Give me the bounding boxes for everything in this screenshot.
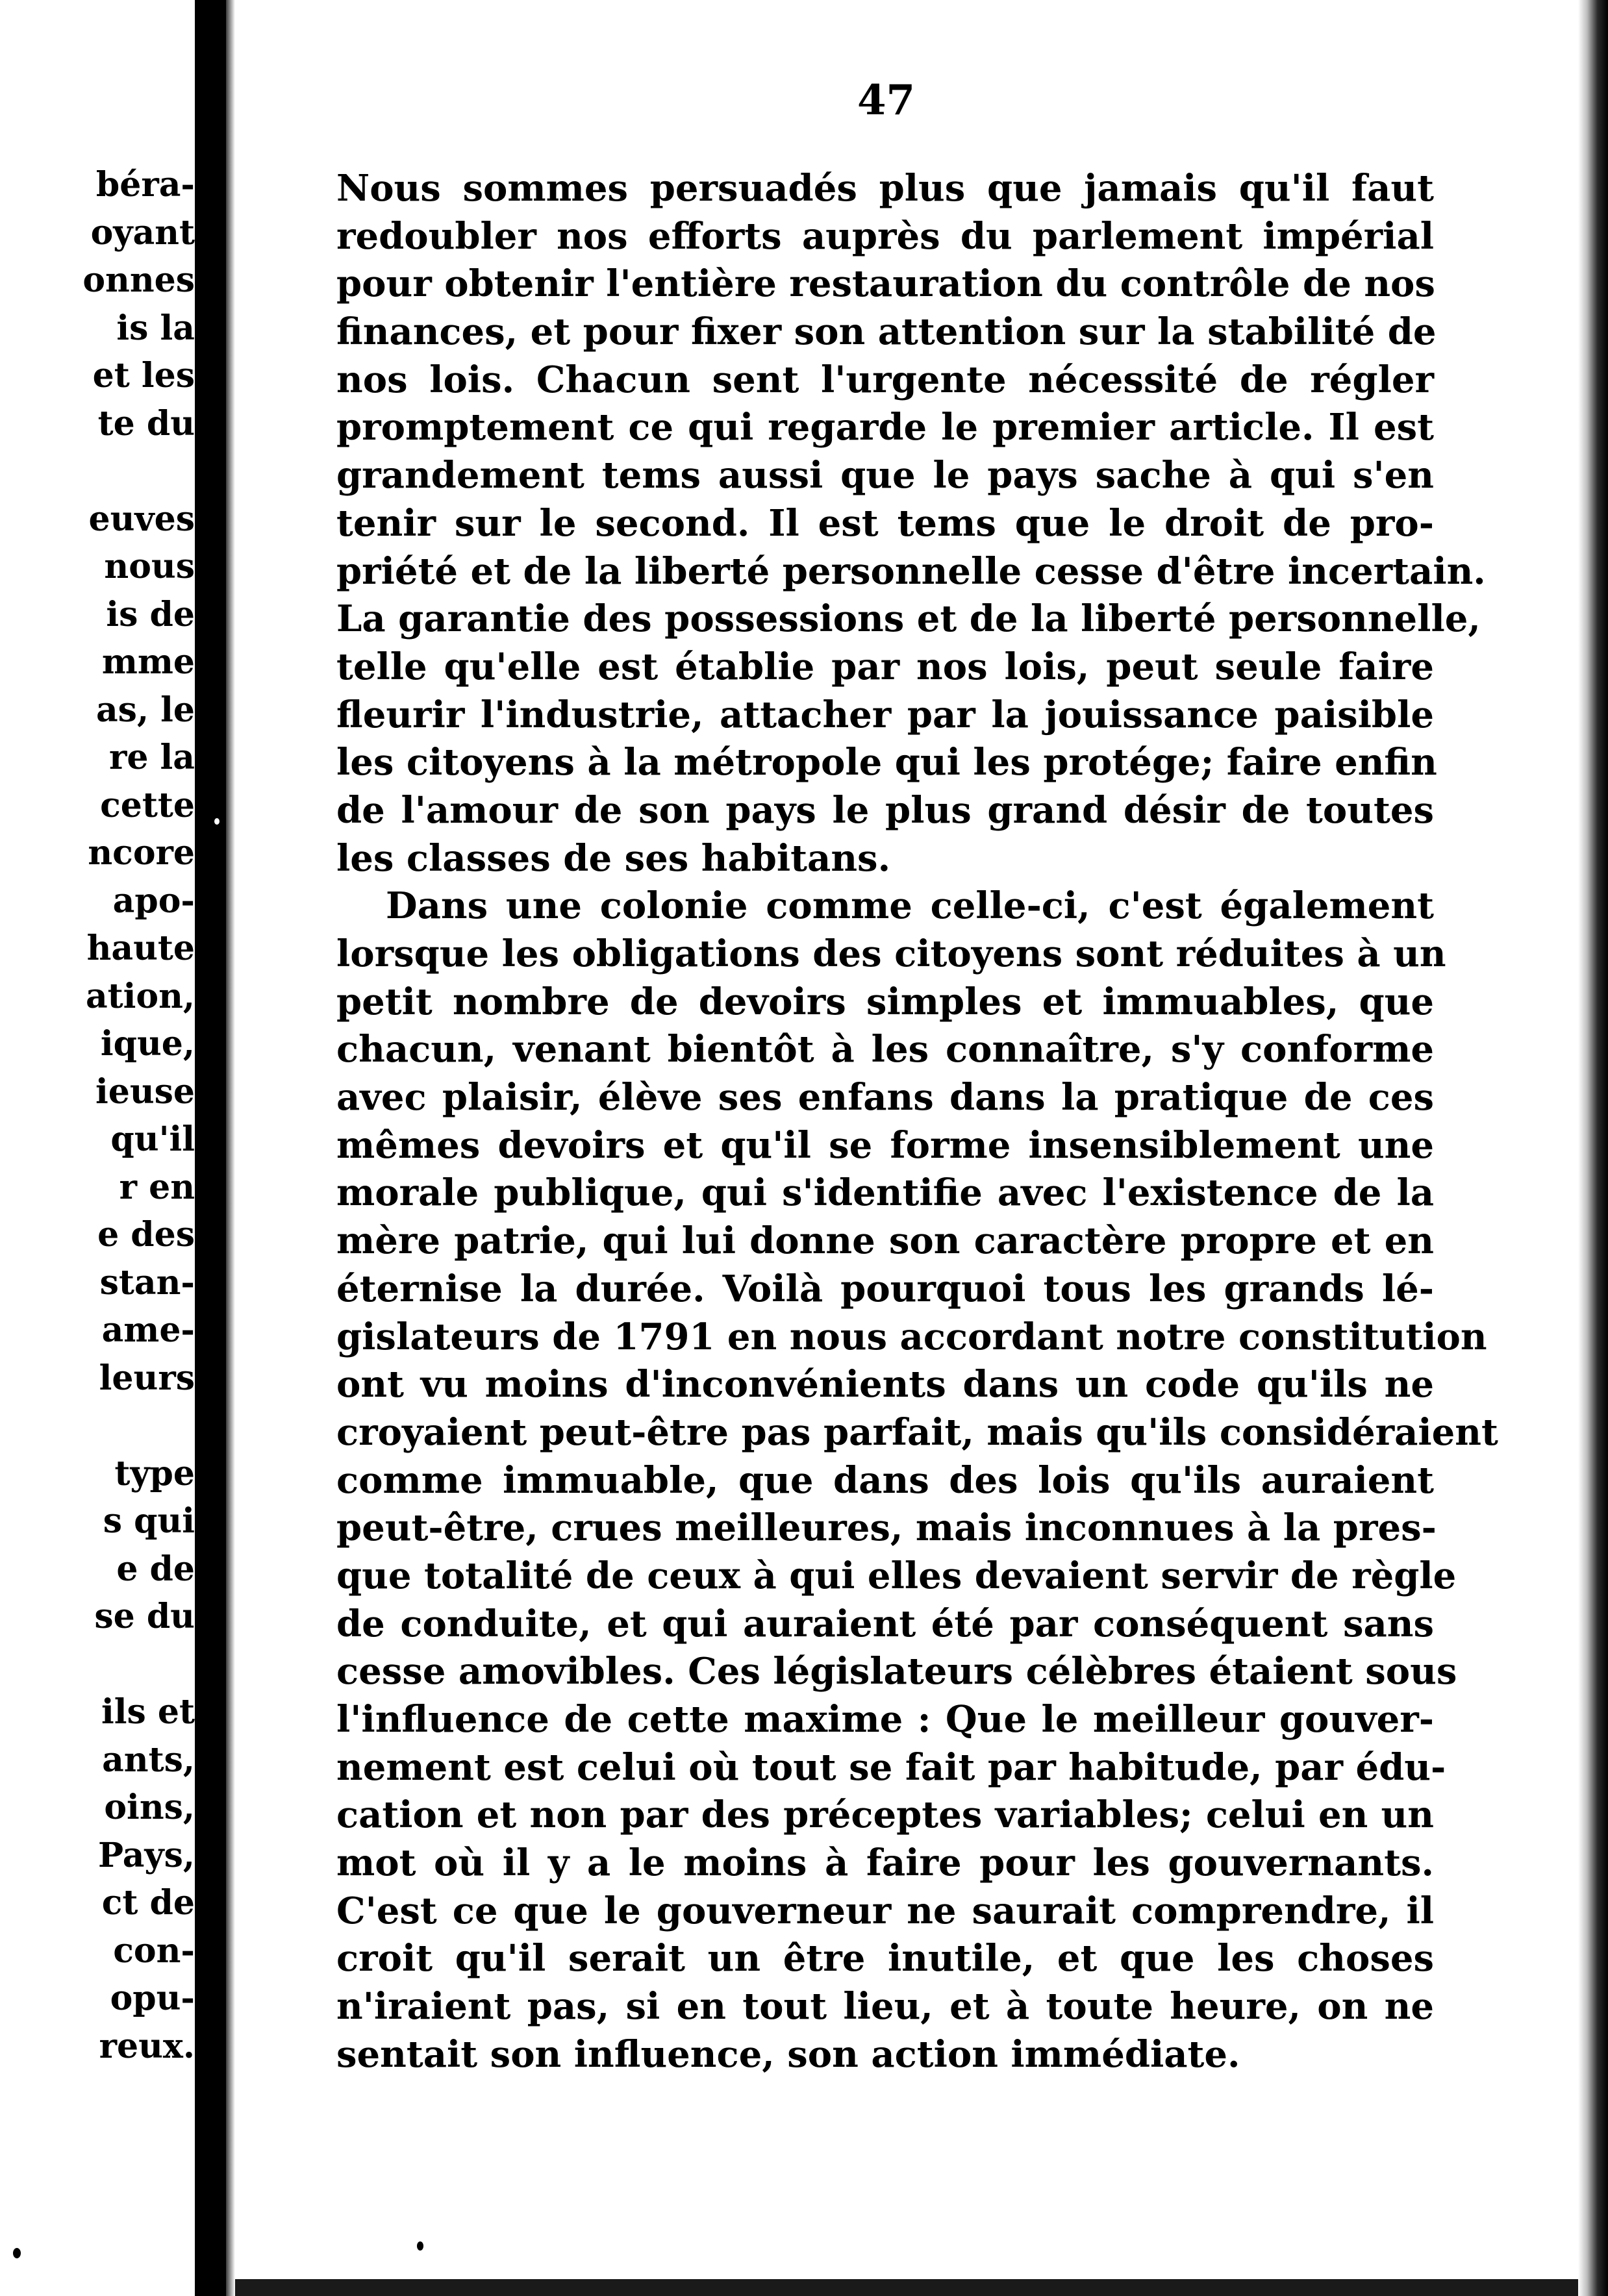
text-line: morale publique, qui s'identifie avec l'existence de la: [336, 1171, 1434, 1215]
text-line: lorsque les obligations des citoyens sont réduites à un: [336, 932, 1446, 975]
text-line: sentait son influence, son action immédiate.: [336, 2032, 1240, 2076]
facing-page-line: ation,: [85, 976, 195, 1016]
facing-page-line: reux.: [99, 2026, 195, 2066]
facing-page-line: apo-: [112, 880, 195, 921]
text-line: cation et non par des préceptes variables; celui en un: [336, 1793, 1434, 1837]
text-line: cesse amovibles. Ces législateurs célèbres étaient sous: [336, 1650, 1457, 1693]
text-line: pour obtenir l'entière restauration du contrôle de nos: [336, 262, 1435, 306]
facing-page-line: euves: [88, 499, 195, 539]
facing-page-line: ieuse: [95, 1071, 195, 1112]
page-body-text: [336, 165, 1498, 2079]
text-line: C'est ce que le gouverneur ne saurait comprendre, il: [336, 1889, 1434, 1932]
text-line: tenir sur le second. Il est tems que le droit de pro-: [336, 501, 1434, 545]
scan-speck: [214, 818, 220, 825]
facing-page-line: onnes: [82, 260, 195, 300]
facing-page-line: [82, 1641, 195, 1689]
text-line: mère patrie, qui lui donne son caractère propre et en: [336, 1219, 1434, 1263]
text-line: petit nombre de devoirs simples et immuables, que: [336, 980, 1434, 1023]
text-line: grandement tems aussi que le pays sache à qui s'en: [336, 454, 1434, 497]
facing-page-line: qu'il: [110, 1119, 195, 1159]
text-line: telle qu'elle est établie par nos lois, peut seule faire: [336, 645, 1434, 688]
facing-page-line: ame-: [101, 1310, 195, 1350]
text-line: de conduite, et qui auraient été par conséquent sans: [336, 1602, 1434, 1645]
facing-page-line: oins,: [104, 1788, 195, 1827]
facing-page-line: Pays,: [98, 1835, 195, 1875]
facing-page-line: con-: [113, 1930, 195, 1971]
scan-speck: [13, 2248, 21, 2258]
facing-page-line: ils et: [101, 1692, 195, 1732]
facing-page-line: mme: [101, 642, 195, 682]
text-line: priété et de la liberté personnelle cesse d'être incertain.: [336, 549, 1486, 593]
facing-page-line: ncore: [88, 833, 195, 873]
facing-page-line: stan-: [99, 1262, 195, 1303]
facing-page-line: et les: [92, 356, 195, 395]
text-line: que totalité de ceux à qui elles devaient servir de règle: [336, 1554, 1457, 1597]
text-line: Dans une colonie comme celle-ci, c'est également: [386, 884, 1434, 928]
text-line: les classes de ses habitans.: [336, 836, 891, 880]
text-line: peut-être, crues meilleures, mais inconnues à la pres-: [336, 1506, 1437, 1550]
facing-page-line: is de: [106, 594, 195, 634]
text-line: l'influence de cette maxime : Que le meilleur gouver-: [336, 1698, 1434, 1741]
facing-page-line: nous: [104, 547, 195, 586]
text-line: La garantie des possessions et de la liberté personnelle,: [336, 597, 1481, 641]
text-line: fleurir l'industrie, attacher par la jouissance paisible: [336, 693, 1434, 736]
scan-speck: [417, 2241, 423, 2251]
facing-page-line: type: [114, 1453, 195, 1493]
facing-page-line: r en: [119, 1167, 195, 1207]
text-line: n'iraient pas, si en tout lieu, et à toute heure, on ne: [336, 1985, 1434, 2028]
facing-page-line: leurs: [99, 1358, 195, 1398]
text-line: redoubler nos efforts auprès du parlement impérial: [336, 214, 1434, 258]
facing-page-line: re la: [108, 738, 195, 777]
text-line: ont vu moins d'inconvénients dans un code qu'ils ne: [336, 1363, 1434, 1406]
facing-page-line: ants,: [102, 1740, 195, 1780]
binding-gutter: [195, 0, 226, 2296]
facing-page-line: te du: [97, 403, 195, 443]
facing-page-fragment: [0, 0, 195, 2296]
facing-page-line: e de: [116, 1549, 195, 1589]
facing-page-line: haute: [86, 929, 195, 968]
text-line: les citoyens à la métropole qui les protége; faire enfin: [336, 741, 1437, 784]
facing-page-line: béra-: [95, 165, 195, 205]
text-line: promptement ce qui regarde le premier article. Il est: [336, 406, 1434, 449]
text-line: nos lois. Chacun sent l'urgente nécessité de régler: [336, 358, 1434, 401]
text-line: Nous sommes persuadés plus que jamais qu'il faut: [336, 167, 1434, 210]
text-line: croyaient peut-être pas parfait, mais qu'ils considéraient: [336, 1410, 1498, 1454]
facing-page-line: s qui: [103, 1501, 195, 1541]
text-line: éternise la durée. Voilà pourquoi tous les grands lé-: [336, 1267, 1434, 1310]
text-line: croit qu'il serait un être inutile, et que les choses: [336, 1937, 1434, 1980]
page-number: 47: [857, 76, 916, 125]
facing-page-line: ique,: [100, 1024, 195, 1064]
text-line: avec plaisir, élève ses enfans dans la pratique de ces: [336, 1076, 1434, 1119]
facing-page-line: is la: [116, 308, 195, 348]
text-line: comme immuable, que dans des lois qu'ils auraient: [336, 1458, 1434, 1502]
facing-page-line: oyant: [90, 212, 195, 253]
facing-page-line: se du: [94, 1597, 195, 1636]
facing-page-line: as, le: [95, 690, 195, 730]
text-line: mêmes devoirs et qu'il se forme insensiblement une: [336, 1123, 1434, 1167]
page-edge-shadow: [1578, 0, 1608, 2296]
text-line: chacun, venant bientôt à les connaître, s'y conforme: [336, 1028, 1434, 1071]
text-line: finances, et pour fixer son attention sur la stabilité de: [336, 310, 1437, 354]
text-line: nement est celui où tout se fait par habitude, par édu-: [336, 1745, 1446, 1789]
bottom-edge-shadow: [235, 2279, 1578, 2296]
text-line: de l'amour de son pays le plus grand désir de toutes: [336, 788, 1434, 832]
facing-page-line: opu-: [110, 1978, 195, 2018]
gutter-shadow: [226, 0, 235, 2296]
text-line: mot où il y a le moins à faire pour les gouvernants.: [336, 1841, 1434, 1885]
facing-page-line: e des: [97, 1215, 195, 1254]
text-line: gislateurs de 1791 en nous accordant notre constitution: [336, 1315, 1487, 1358]
facing-page-line: ct de: [101, 1883, 195, 1923]
facing-page-line: cette: [100, 785, 195, 825]
facing-page-line: [82, 447, 195, 495]
facing-page-text: [82, 161, 195, 2070]
facing-page-line: [82, 1402, 195, 1450]
